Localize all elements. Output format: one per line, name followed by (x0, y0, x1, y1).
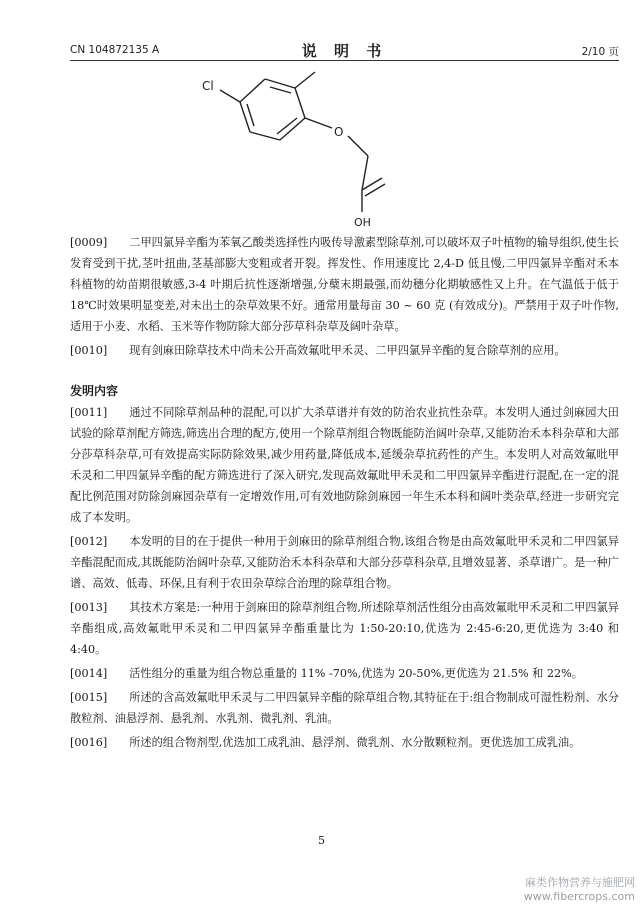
paragraph-number: [0009] (70, 236, 108, 249)
paragraph-text: 所述的含高效氟吡甲禾灵与二甲四氯异辛酯的除草组合物,其特征在于:组合物制成可湿性粉剂、水分散粒剂、油悬浮剂、悬乳剂、水乳剂、微乳剂、乳油。 (70, 691, 619, 725)
chemical-structure (180, 62, 440, 230)
paragraph-text: 现有剑麻田除草技术中尚未公开高效氟吡甲禾灵、二甲四氯异辛酯的复合除草剂的应用。 (129, 344, 566, 357)
paragraph-0009 (70, 232, 619, 337)
paragraph-0013 (70, 597, 619, 660)
page-number: 5 (318, 834, 325, 847)
paragraph-text: 其技术方案是:一种用于剑麻田的除草剂组合物,所述除草剂活性组分由高效氟吡甲禾灵和二甲四氯异辛酯组成,高效氟吡甲禾灵和二甲四氯异辛酯重量比为 1:50-20:10,优选为 2:45-6:20,更优选为 3:40 和 4:40。 (70, 601, 619, 656)
ring-double-bond (270, 87, 291, 93)
o-ch2-bond (348, 136, 368, 156)
paragraph-0016 (70, 732, 619, 753)
paragraph-text: 活性组分的重量为组合物总重量的 11% -70%,优选为 20-50%,更优选为 21.5% 和 22%。 (129, 667, 583, 680)
watermark-url: www.fibercrops.com (523, 890, 635, 903)
page-info: 2/10 页 (581, 46, 619, 58)
ch2-c-bond (362, 156, 368, 190)
label-chlorine: Cl (202, 79, 214, 93)
ring-bond (240, 79, 265, 102)
label-hydroxyl: OH (354, 216, 371, 229)
paragraph-0010 (70, 340, 619, 361)
c-cl-bond (220, 90, 240, 102)
c-o-bond (305, 118, 332, 128)
section-heading: 发明内容 (70, 384, 119, 398)
ring-bond (250, 132, 280, 140)
document-body (70, 232, 619, 756)
paragraph-0014 (70, 663, 619, 684)
paragraph-0012 (70, 531, 619, 594)
watermark-site-name: 麻类作物营养与施肥网 (525, 876, 635, 889)
ring-bond (265, 79, 295, 88)
ring-bond (295, 88, 305, 118)
ring-double-bond (277, 118, 297, 134)
paragraph-number: [0011] (70, 406, 108, 419)
paragraph-number: [0016] (70, 736, 108, 749)
paragraph-number: [0015] (70, 691, 108, 704)
paragraph-number: [0013] (70, 601, 108, 614)
paragraph-text: 通过不同除草剂品种的混配,可以扩大杀草谱并有效的防治农业抗性杂草。本发明人通过剑麻园大田试验的除草剂配方筛选,筛选出合理的配方,使用一个除草剂组合物既能防治阔叶杂草,又能防治禾本科杂草和大部分莎草科杂草,可有效提高实际防除效果,减少用药量,降低成本,延缓杂草抗药性的产生。本发明人对高效氟吡甲禾灵和二甲四氯异辛酯的配方筛选进行了深入研究,发现高效氟吡甲禾灵和二甲四氯异辛酯进行混配,在一定的混配比例范围对防除剑麻园杂草有一定增效作用,可有效地防除剑麻园一年生禾本科和阔叶类杂草,经进一步研究完成了本发明。 (70, 406, 619, 524)
paragraph-0015 (70, 687, 619, 729)
document-title: 说 明 书 (301, 42, 388, 60)
methyl-bond (295, 72, 315, 88)
paragraph-number: [0010] (70, 344, 108, 357)
paragraph-0011 (70, 402, 619, 528)
page-header (70, 40, 619, 58)
watermark (524, 876, 635, 904)
paragraph-text: 二甲四氯异辛酯为苯氧乙酸类选择性内吸传导激素型除草剂,可以破坏双子叶植物的输导组织,使生长发育受到干扰,茎叶扭曲,茎基部膨大变粗或者开裂。挥发性、作用速度比 2,4-D 低且慢,二甲四氯异辛酯对禾本科植物的幼苗期很敏感,3-4 叶期后抗性逐渐增强,分蘖末期最强,而幼穗分化期敏感性又上升。在气温低于低于 18℃时效果明显变差,对未出土的杂草效果不好。通常用量每亩 30 ~ 60 克 (有效成分)。严禁用于双子叶作物,适用于小麦、水稻、玉米等作物防除大部分莎草科杂草及阔叶杂草。 (70, 236, 619, 333)
header-rule (70, 60, 619, 61)
patent-number: CN 104872135 A (70, 44, 160, 56)
paragraph-text: 本发明的目的在于提供一种用于剑麻田的除草剂组合物,该组合物是由高效氟吡甲禾灵和二甲四氯异辛酯混配而成,其既能防治阔叶杂草,又能防治禾本科杂草和大部分莎草科杂草,且增效显著、杀草谱广。是一种广谱、高效、低毒、环保,且有利于农田杂草综合治理的除草组合物。 (70, 535, 619, 590)
paragraph-text: 所述的组合物剂型,优选加工成乳油、悬浮剂、微乳剂、水分散颗粒剂。更优选加工成乳油。 (129, 736, 581, 749)
ring-double-bond (247, 104, 254, 126)
paragraph-number: [0012] (70, 535, 108, 548)
paragraph-number: [0014] (70, 667, 108, 680)
label-ether-oxygen: O (334, 125, 344, 139)
